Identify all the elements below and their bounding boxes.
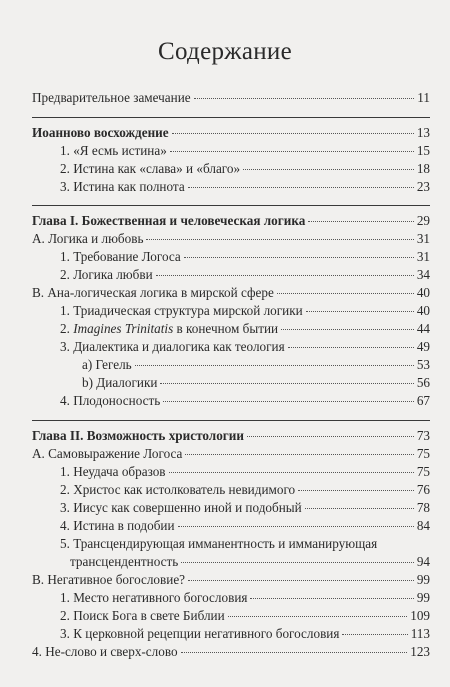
toc-entry [32, 625, 430, 643]
toc-entry [32, 266, 430, 284]
toc-entry [32, 160, 430, 178]
toc-entry-chapter [32, 212, 430, 230]
entry-page: 40 [416, 303, 430, 318]
entry-page: 53 [416, 357, 430, 372]
entry-label: Иоанново восхождение [32, 125, 169, 140]
entry-label: трансцендентность [70, 554, 179, 569]
entry-label: A. Логика и любовь [32, 231, 144, 246]
entry-page: 75 [416, 446, 430, 461]
toc-entry [32, 517, 430, 535]
leader-dots [188, 580, 414, 581]
entry-page: 76 [416, 482, 430, 497]
toc-entry [32, 463, 430, 481]
entry-page: 44 [416, 321, 430, 336]
toc-entry-continuation [32, 553, 430, 571]
entry-label-suffix: в конечном бытии [173, 321, 279, 336]
leader-dots [188, 187, 414, 188]
entry-page: 94 [416, 554, 430, 569]
leader-dots [281, 329, 414, 330]
toc-entry [32, 284, 430, 302]
toc-entry [32, 142, 430, 160]
entry-label: Предварительное замечание [32, 90, 191, 105]
entry-label: 4. Истина в подобии [60, 518, 175, 533]
leader-dots [250, 598, 413, 599]
leader-dots [277, 293, 414, 294]
entry-page: 99 [416, 590, 430, 605]
leader-dots [185, 454, 413, 455]
entry-label: B. Негативное богословие? [32, 572, 186, 587]
entry-page: 40 [416, 285, 430, 300]
entry-label [60, 320, 279, 338]
entry-page: 56 [416, 375, 430, 390]
page-title: Содержание [158, 38, 292, 65]
entry-label: 3. Диалектика и диалогика как теология [60, 339, 285, 354]
entry-page: 34 [416, 267, 430, 282]
toc-entry-section [32, 124, 430, 142]
toc-entry [32, 248, 430, 266]
entry-label: 2. Поиск Бога в свете Библии [60, 608, 225, 623]
entry-page: 84 [416, 518, 430, 533]
leader-dots [298, 490, 414, 491]
entry-page: 11 [417, 90, 430, 105]
entry-label: A. Самовыражение Логоса [32, 446, 183, 461]
toc-entry [32, 445, 430, 463]
toc-entry [32, 338, 430, 356]
entry-label: 1. Требование Логоса [60, 249, 181, 264]
entry-label: 1. Триадическая структура мирской логики [60, 303, 303, 318]
entry-label: 2. Истина как «слава» и «благо» [60, 161, 241, 176]
toc-entry [32, 571, 430, 589]
entry-label: 1. Неудача образов [60, 464, 166, 479]
entry-label: a) Гегель [82, 357, 132, 372]
toc-entry [32, 481, 430, 499]
toc-entry [32, 499, 430, 517]
leader-dots [247, 436, 414, 437]
leader-dots [181, 652, 408, 653]
entry-label: 4. Плодоносность [60, 393, 161, 408]
entry-page: 18 [416, 161, 430, 176]
toc-entry [32, 643, 430, 661]
entry-page: 75 [416, 464, 430, 479]
toc-entry [32, 178, 430, 196]
entry-label-italic: Imagines Trinitatis [73, 321, 174, 336]
entry-label: B. Ана-логическая логика в мирской сфере [32, 285, 274, 300]
toc-entry [32, 535, 430, 553]
leader-dots [170, 151, 414, 152]
toc-entry [32, 607, 430, 625]
entry-label: b) Диалогики [82, 375, 158, 390]
entry-page: 29 [416, 213, 430, 228]
entry-label-prefix: 2. [60, 321, 74, 336]
entry-page: 123 [410, 644, 430, 659]
entry-page: 67 [416, 393, 430, 408]
leader-dots [342, 634, 407, 635]
entry-page: 78 [416, 500, 430, 515]
entry-page: 31 [416, 231, 430, 246]
entry-label: 3. Истина как полнота [60, 179, 185, 194]
leader-dots [146, 239, 413, 240]
leader-dots [172, 133, 414, 134]
leader-dots [163, 401, 414, 402]
entry-label: 4. Не-слово и сверх-слово [32, 644, 178, 659]
entry-label: 5. Трансцендирующая имманентность и имманирующая [60, 536, 378, 551]
entry-page: 13 [416, 125, 430, 140]
leader-dots [160, 383, 413, 384]
entry-label: 2. Логика любви [60, 267, 153, 282]
entry-label: 3. Иисус как совершенно иной и подобный [60, 500, 302, 515]
entry-label: 1. «Я есмь истина» [60, 143, 167, 158]
entry-label: 1. Место негативного богословия [60, 590, 248, 605]
section-divider [32, 205, 430, 206]
leader-dots [288, 347, 414, 348]
leader-dots [308, 221, 413, 222]
leader-dots [228, 616, 408, 617]
toc-entry [32, 320, 430, 338]
leader-dots [156, 275, 414, 276]
toc-entry [32, 230, 430, 248]
toc-entry [32, 392, 430, 410]
toc-entry [32, 589, 430, 607]
toc-entry-chapter [32, 427, 430, 445]
entry-page: 109 [410, 608, 430, 623]
toc-entry [32, 374, 430, 392]
leader-dots [184, 257, 414, 258]
entry-page: 73 [416, 428, 430, 443]
section-divider [32, 420, 430, 421]
entry-page: 31 [416, 249, 430, 264]
entry-page: 99 [416, 572, 430, 587]
toc-entry-preface [32, 89, 430, 107]
toc-entry [32, 356, 430, 374]
entry-label: Глава II. Возможность христологии [32, 428, 244, 443]
entry-page: 15 [416, 143, 430, 158]
leader-dots [181, 562, 414, 563]
leader-dots [305, 508, 414, 509]
leader-dots [194, 98, 415, 99]
entry-label: Глава I. Божественная и человеческая логика [32, 213, 306, 228]
leader-dots [306, 311, 414, 312]
toc-entry [32, 302, 430, 320]
leader-dots [169, 472, 414, 473]
entry-page: 49 [416, 339, 430, 354]
entry-label: 2. Христос как истолкователь невидимого [60, 482, 296, 497]
leader-dots [178, 526, 414, 527]
entry-label: 3. К церковной рецепции негативного богословия [60, 626, 340, 641]
entry-page: 23 [416, 179, 430, 194]
leader-dots [135, 365, 414, 366]
entry-page: 113 [410, 626, 430, 641]
section-divider [32, 117, 430, 118]
leader-dots [243, 169, 414, 170]
